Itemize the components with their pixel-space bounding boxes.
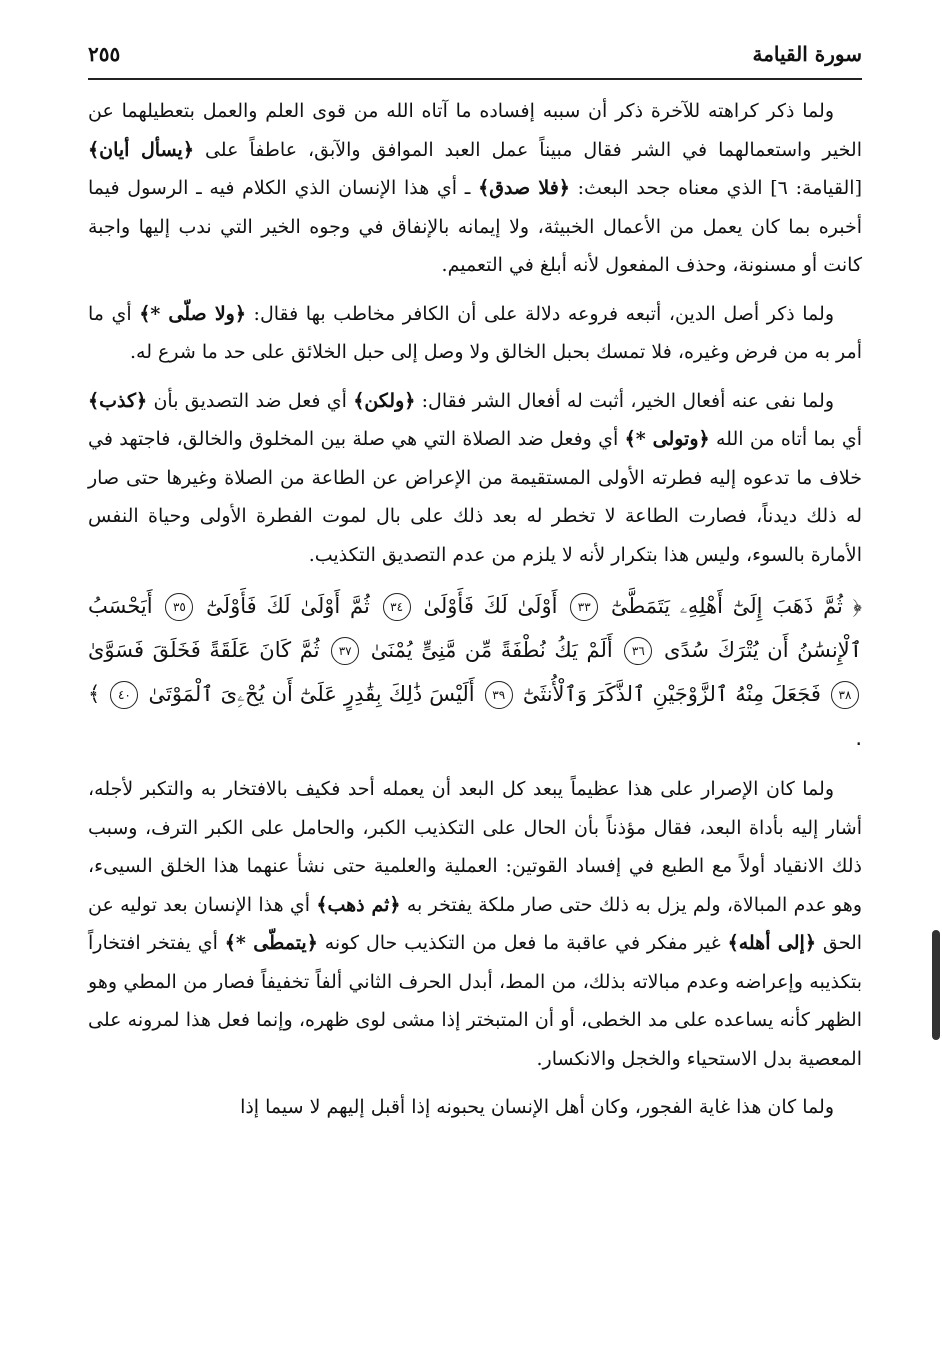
page-number: ٢٥٥	[88, 42, 121, 66]
paragraph-text: ولما نفى عنه أفعال الخير، أثبت له أفعال الشر فقال:	[415, 389, 834, 412]
paragraph-text: ـ أي هذا الإنسان الذي الكلام فيه ـ الرسول فيما أخبره بما كان يعمل من الأعمال الخبيثة، ولا إيمانه بالإنفاق في وجوه الخير التي ندب إليها واجبة كانت أو مسنونة، وحذف المفعول لأنه أبلغ في التعميم.	[88, 177, 862, 276]
paragraph	[88, 382, 862, 575]
page-header	[88, 38, 862, 80]
verse-text: فَجَعَلَ مِنْهُ ٱلزَّوْجَيْنِ ٱلذَّكَرَ وَٱلْأُنثَىٰٓ	[515, 682, 821, 706]
verse-number-marker: ٤٠	[110, 681, 138, 709]
verse-text: ثُمَّ كَانَ عَلَقَةً فَخَلَقَ فَسَوَّىٰ	[88, 638, 320, 662]
paragraph-text: غير مفكر في عاقبة ما فعل من التكذيب حال كونه	[317, 932, 728, 954]
paragraph-text: أي هذا الإنسان بعد توليه عن الحق	[88, 893, 863, 954]
paragraph-text: أي بما أتاه من الله	[709, 428, 862, 450]
paragraph-text: أي فعل ضد التصديق بأن	[147, 389, 354, 412]
quran-quote: ﴿يتمطّى *﴾	[224, 932, 318, 954]
verse-number-marker: ٣٩	[485, 681, 513, 709]
verse-number-marker: ٣٨	[831, 681, 859, 709]
paragraph-text: أي ما أمر به من فرض وغيره، فلا تمسك بحبل الخالق ولا وصل إلى حبل الخلائق على حد ما شرع له.	[88, 302, 862, 363]
quran-quote: ﴿وتولى *﴾	[624, 428, 710, 450]
paragraph-text: ولما ذكر كراهته للآخرة ذكر أن سببه إفساده ما آتاه الله من قوى العلم والعمل بتعطيلهما عن الخير واستعمالهما في الشر فقال مبيناً عمل العبد الموافق والآبق، عاطفاً على	[88, 100, 862, 161]
verses-end: ﴾ .	[88, 682, 862, 750]
verse-text: أَلَيْسَ ذَٰلِكَ بِقَٰدِرٍ عَلَىٰٓ أَن يُحْۦِىَ ٱلْمَوْتَىٰ	[141, 682, 475, 706]
page-body	[88, 92, 862, 1137]
quran-quote: ﴿فلا صدق﴾	[478, 177, 570, 199]
paragraphs-before	[88, 92, 862, 574]
verse-text: ثُمَّ أَوْلَىٰ لَكَ فَأَوْلَىٰٓ	[196, 594, 370, 618]
quran-quote: ﴿ولا صلّى *﴾	[139, 302, 246, 325]
quran-quote: ﴿ثم ذهب﴾	[316, 893, 401, 916]
surah-title: سورة القيامة	[752, 42, 862, 66]
verse-text: أَوْلَىٰ لَكَ فَأَوْلَىٰ	[413, 594, 558, 618]
quran-quote: ﴿ولكن﴾	[353, 389, 416, 412]
scan-edge-mark	[932, 930, 940, 1040]
verse-number-marker: ٣٣	[570, 593, 598, 621]
paragraph-text: أي وفعل ضد الصلاة التي هي صلة بين المخلوق والخالق، فاجتهد في خلاف ما تدعوه إليه فطرته الأولى المستقيمة من الإعراض عن الطاعة من الصلاة وغيرها حتى صار له ذلك ديدناً، فصارت الطاعة لا تخطر له بعد ذلك على بال لموت الفطرة الأولى وحياة النفس الأمارة بالسوء، وليس هذا بتكرار لأنه لا يلزم من عدم التصديق التكذيب.	[88, 428, 862, 566]
verse-number-marker: ٣٧	[331, 637, 359, 665]
paragraph-text: ولما كان هذا غاية الفجور، وكان أهل الإنسان يحبونه إذا أقبل إليهم لا سيما إذا	[240, 1096, 834, 1118]
verse-text: أَلَمْ يَكُ نُطْفَةً مِّن مَّنِىٍّ يُمْنَىٰ	[362, 638, 613, 662]
paragraph-text: أي يفتخر افتخاراً بتكذيبه وإعراضه وعدم مبالاته بذلك، من المط، أبدل الحرف الثاني ألفاً تخفيفاً فصار من المطي وهو الظهر كأنه يساعده على مد الخطى، أو أن المتبختر إذا مشى لوى ظهره، وإنما فعل هذا لمرونه على المعصية بدل الاستحياء والخجل والانكسار.	[88, 932, 862, 1070]
paragraph-text: [القيامة: ٦] الذي معناه جحد البعث:	[569, 177, 862, 199]
verse-number-marker: ٣٤	[383, 593, 411, 621]
paragraph	[88, 92, 862, 285]
paragraph	[88, 295, 862, 372]
paragraph-text: ولما كان الإصرار على هذا عظيماً يبعد كل البعد أن يعمله أحد فكيف بالافتخار به والتكبر لأجله، أشار إليه بأداة البعد، فقال مؤذناً بأن الحال على التكذيب الكبر، والحامل على الكبر الترف، وسبب ذلك الانقياد أولاً مع الطبع في إفساد القوتين: العملية والعلمية حتى نشأ عنهما هذا الخلق السيىء، وهو عدم المبالاة، ولم يزل به ذلك حتى صار ملكة يفتخر به	[88, 778, 862, 916]
verse-number-marker: ٣٦	[624, 637, 652, 665]
paragraph-text: ولما ذكر أصل الدين، أتبعه فروعه دلالة على أن الكافر مخاطب بها فقال:	[245, 302, 835, 325]
quran-verses-block	[88, 584, 862, 760]
quran-quote: ﴿إلى أهله﴾	[727, 932, 816, 954]
verse-text: ﴿ ثُمَّ ذَهَبَ إِلَىٰٓ أَهْلِهِۦ يَتَمَطَّىٰٓ	[601, 594, 862, 618]
verse-number-marker: ٣٥	[165, 593, 193, 621]
quran-quote: ﴿كذب﴾	[88, 389, 148, 412]
paragraph	[88, 770, 862, 1078]
quran-quote: ﴿يسأل أيان﴾	[88, 138, 194, 161]
paragraph	[88, 1088, 862, 1127]
verse-text: أَيَحْسَبُ ٱلْإِنسَٰنُ أَن يُتْرَكَ سُدًى	[88, 594, 863, 662]
paragraphs-after	[88, 770, 862, 1127]
